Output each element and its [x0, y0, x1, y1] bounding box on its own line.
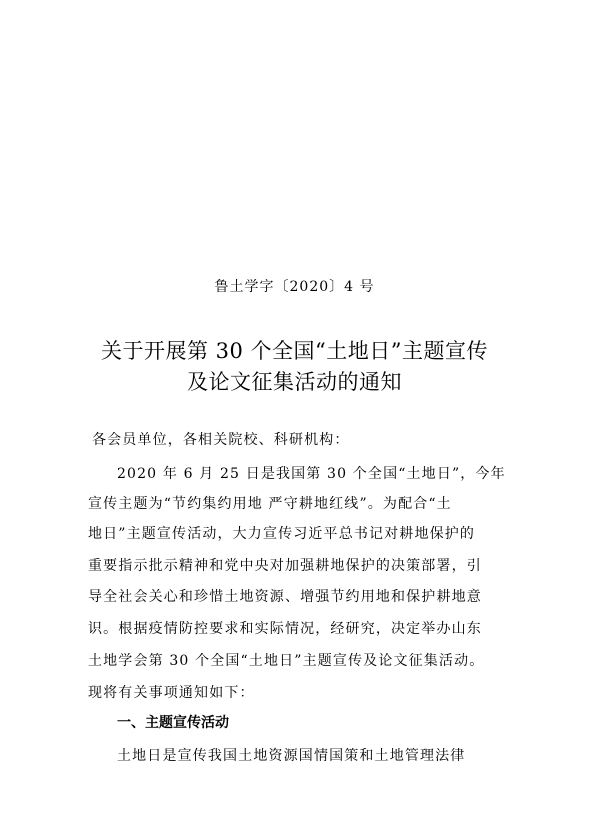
paragraph-line: 重要指示批示精神和党中央对加强耕地保护的决策部署，引	[88, 558, 482, 574]
document-number: 鲁土学字〔2020〕4 号	[214, 279, 375, 295]
salutation: 各会员单位，各相关院校、科研机构：	[92, 432, 350, 448]
section-heading: 一、主题宣传活动	[117, 715, 229, 731]
paragraph-line: 土地日是宣传我国土地资源国情国策和土地管理法律	[117, 748, 466, 764]
title-line-2: 及论文征集活动的通知	[187, 370, 402, 394]
paragraph-line: 土地学会第 30 个全国“土地日”主题宣传及论文征集活动。	[88, 653, 485, 669]
paragraph-line: 识。根据疫情防控要求和实际情况，经研究，决定举办山东	[88, 621, 482, 637]
paragraph-line: 宣传主题为“节约集约用地 严守耕地红线”。为配合“土	[88, 496, 452, 512]
paragraph-line: 导全社会关心和珍惜土地资源、增强节约用地和保护耕地意	[88, 589, 482, 605]
paragraph-line: 现将有关事项通知如下：	[88, 685, 255, 701]
title-line-1: 关于开展第 30 个全国“土地日”主题宣传	[100, 339, 489, 363]
paragraph-line: 2020 年 6 月 25 日是我国第 30 个全国“土地日”，今年	[117, 466, 506, 482]
document-title	[60, 336, 529, 398]
paragraph-line: 地日”主题宣传活动，大力宣传习近平总书记对耕地保护的	[88, 526, 476, 542]
